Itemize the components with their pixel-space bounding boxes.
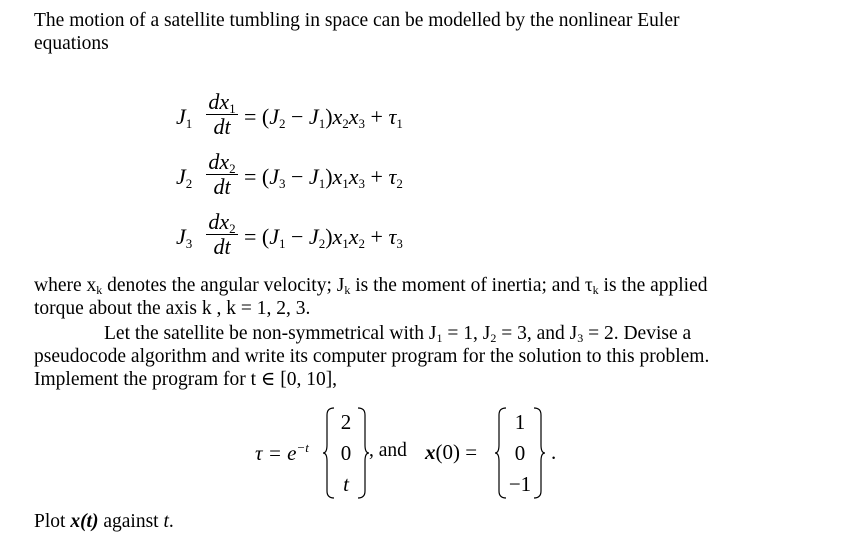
initial-conditions [255, 405, 575, 501]
equation-derivative: $dx_1$ dt [204, 90, 240, 139]
where-line-2: torque about the axis k , k = 1, 2, 3. [34, 298, 311, 319]
x0-vector: 1 0 −1 [508, 410, 532, 496]
equation-rhs: = $(J_2 - J_1)x_2x_3 + \tau_1$ [244, 104, 403, 131]
intro-paragraph [34, 9, 824, 55]
tau-lhs: $\tau = e^{-t}$ [255, 440, 309, 465]
plot-instruction: Plot x(t) against t. [34, 511, 174, 532]
tau-vector: 2 0 t [340, 410, 352, 496]
x0-period: . [551, 440, 557, 464]
equation-inertia: $J_3$ [176, 224, 193, 251]
left-brace-icon [495, 407, 507, 499]
let-paragraph: Let the satellite be non-symmetrical with $J_1 = 1$, $J_2 = 3$, and $J_3 = 2$. Devise a pseudocode algorithm and write its computer program for the solution to this problem. Implement the program for t ∈ [0, 10], [34, 323, 710, 390]
let-line-3: Implement the program for t ∈ [0, 10], [34, 369, 338, 390]
let-line-2: pseudocode algorithm and write its computer program for the solution to this problem. [34, 346, 710, 367]
where-paragraph: where $x_k$ denotes the angular velocity; $J_k$ is the moment of inertia; and $\tau_k$ is the applied torque about the axis k , k = 1, 2, 3. [34, 275, 708, 319]
right-brace-icon [533, 407, 545, 499]
equation-derivative: $dx_2$ dt [204, 150, 240, 199]
right-brace-icon [357, 407, 369, 499]
and-text: , and [369, 440, 407, 461]
equation-rhs: = $(J_3 - J_1)x_1x_3 + \tau_2$ [244, 164, 403, 191]
equation-rhs: = $(J_1 - J_2)x_1x_2 + \tau_3$ [244, 224, 403, 251]
equation-inertia: $J_1$ [176, 104, 193, 131]
x-lhs: x(0) = [425, 440, 478, 464]
intro-line-1: The motion of a satellite tumbling in space can be modelled by the nonlinear Euler [34, 10, 680, 31]
equation-inertia: $J_2$ [176, 164, 193, 191]
equation-derivative: $dx_2$ dt [204, 210, 240, 259]
intro-line-2: equations [34, 33, 109, 54]
left-brace-icon [323, 407, 335, 499]
